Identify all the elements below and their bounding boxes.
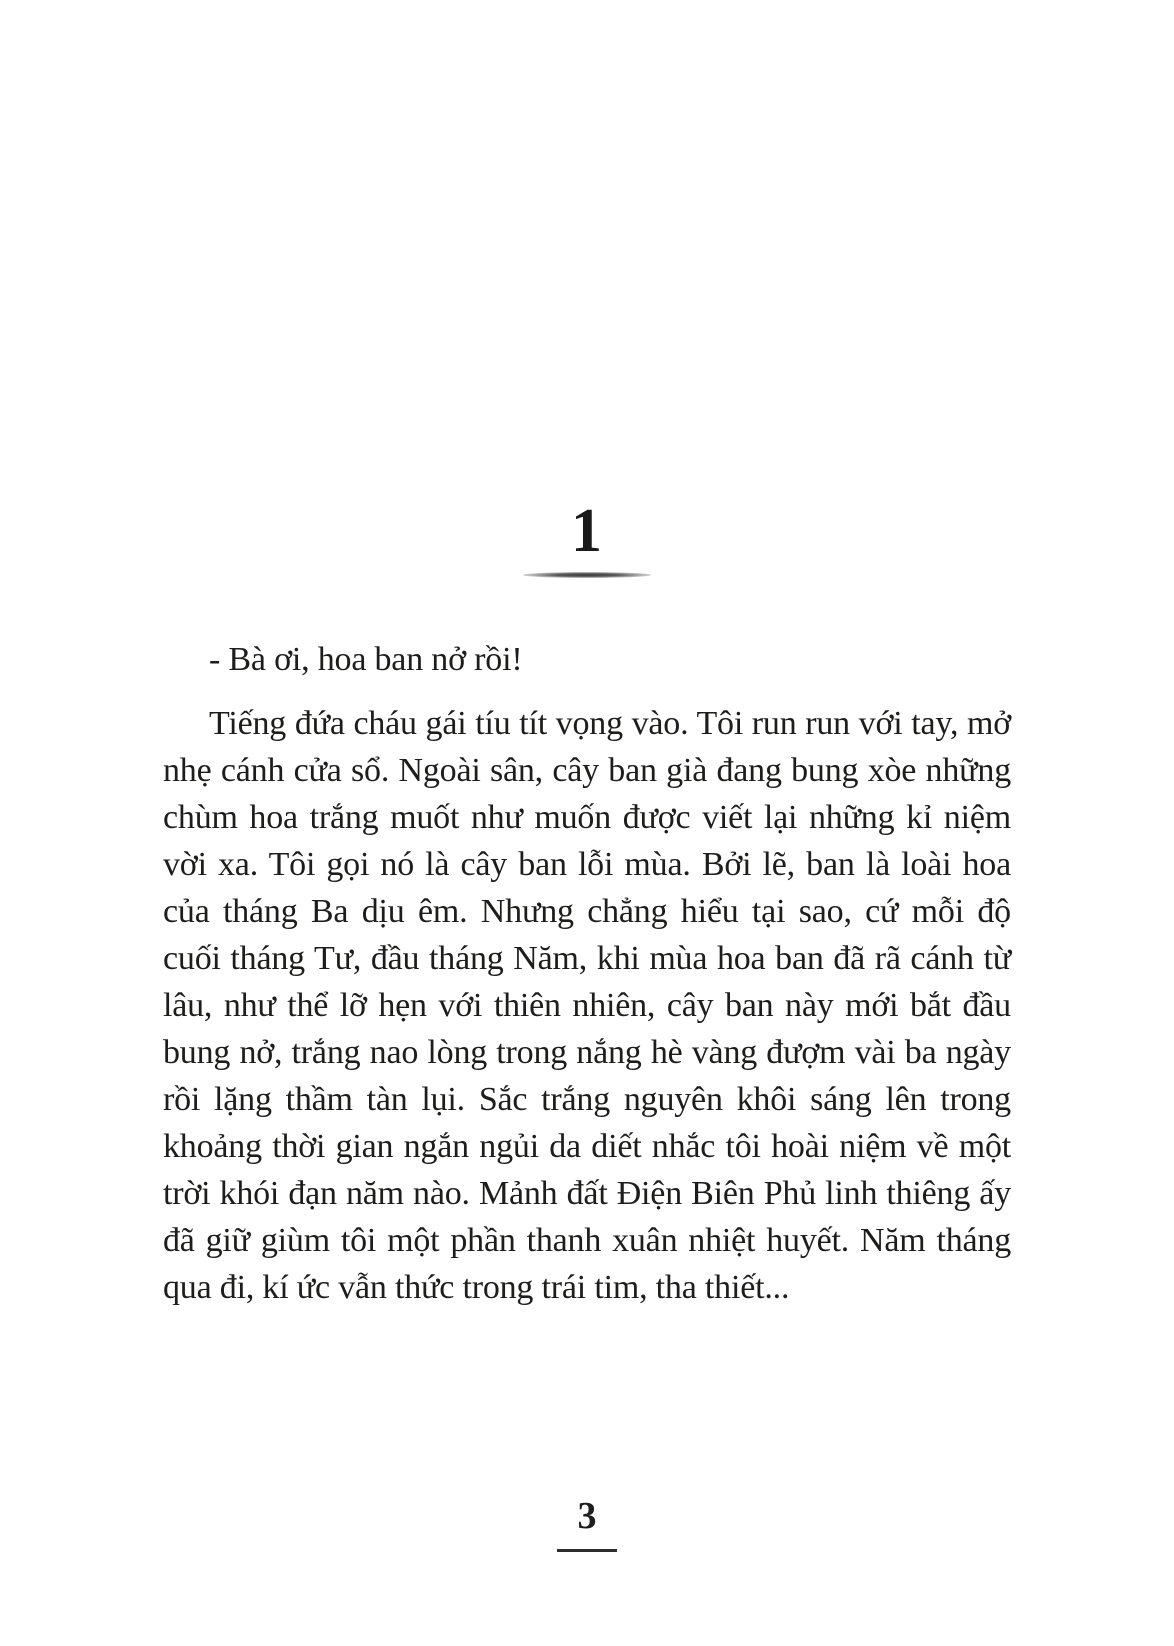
chapter-text-block: [163, 636, 1011, 1311]
page-number-underline: [557, 1549, 617, 1552]
dialogue-line: - Bà ơi, hoa ban nở rồi!: [209, 641, 523, 678]
chapter-divider-line: [523, 572, 651, 578]
body-paragraph: Tiếng đứa cháu gái tíu tít vọng vào. Tôi run run với tay, mở nhẹ cánh cửa sổ. Ngoài sân, cây ban già đang bung xòe những chùm hoa trắng muốt như muốn được viết lại những kỉ niệm vời xa. Tôi gọi nó là cây ban lỗi mùa. Bởi lẽ, ban là loài hoa của tháng Ba dịu êm. Nhưng chẳng hiểu tại sao, cứ mỗi độ cuối tháng Tư, đầu tháng Năm, khi mùa hoa ban đã rã cánh từ lâu, như thể lỡ hẹn với thiên nhiên, cây ban này mới bắt đầu bung nở, trắng nao lòng trong nắng hè vàng đượm vài ba ngày rồi lặng thầm tàn lụi. Sắc trắng nguyên khôi sáng lên trong khoảng thời gian ngắn ngủi da diết nhắc tôi hoài niệm về một trời khói đạn năm nào. Mảnh đất Điện Biên Phủ linh thiêng ấy đã giữ giùm tôi một phần thanh xuân nhiệt huyết. Năm tháng qua đi, kí ức vẫn thức trong trái tim, tha thiết...: [163, 705, 1011, 1306]
chapter-heading: [0, 497, 1174, 578]
page-number: 3: [577, 1495, 597, 1537]
page-footer: [0, 1492, 1174, 1552]
chapter-number: 1: [571, 497, 603, 565]
